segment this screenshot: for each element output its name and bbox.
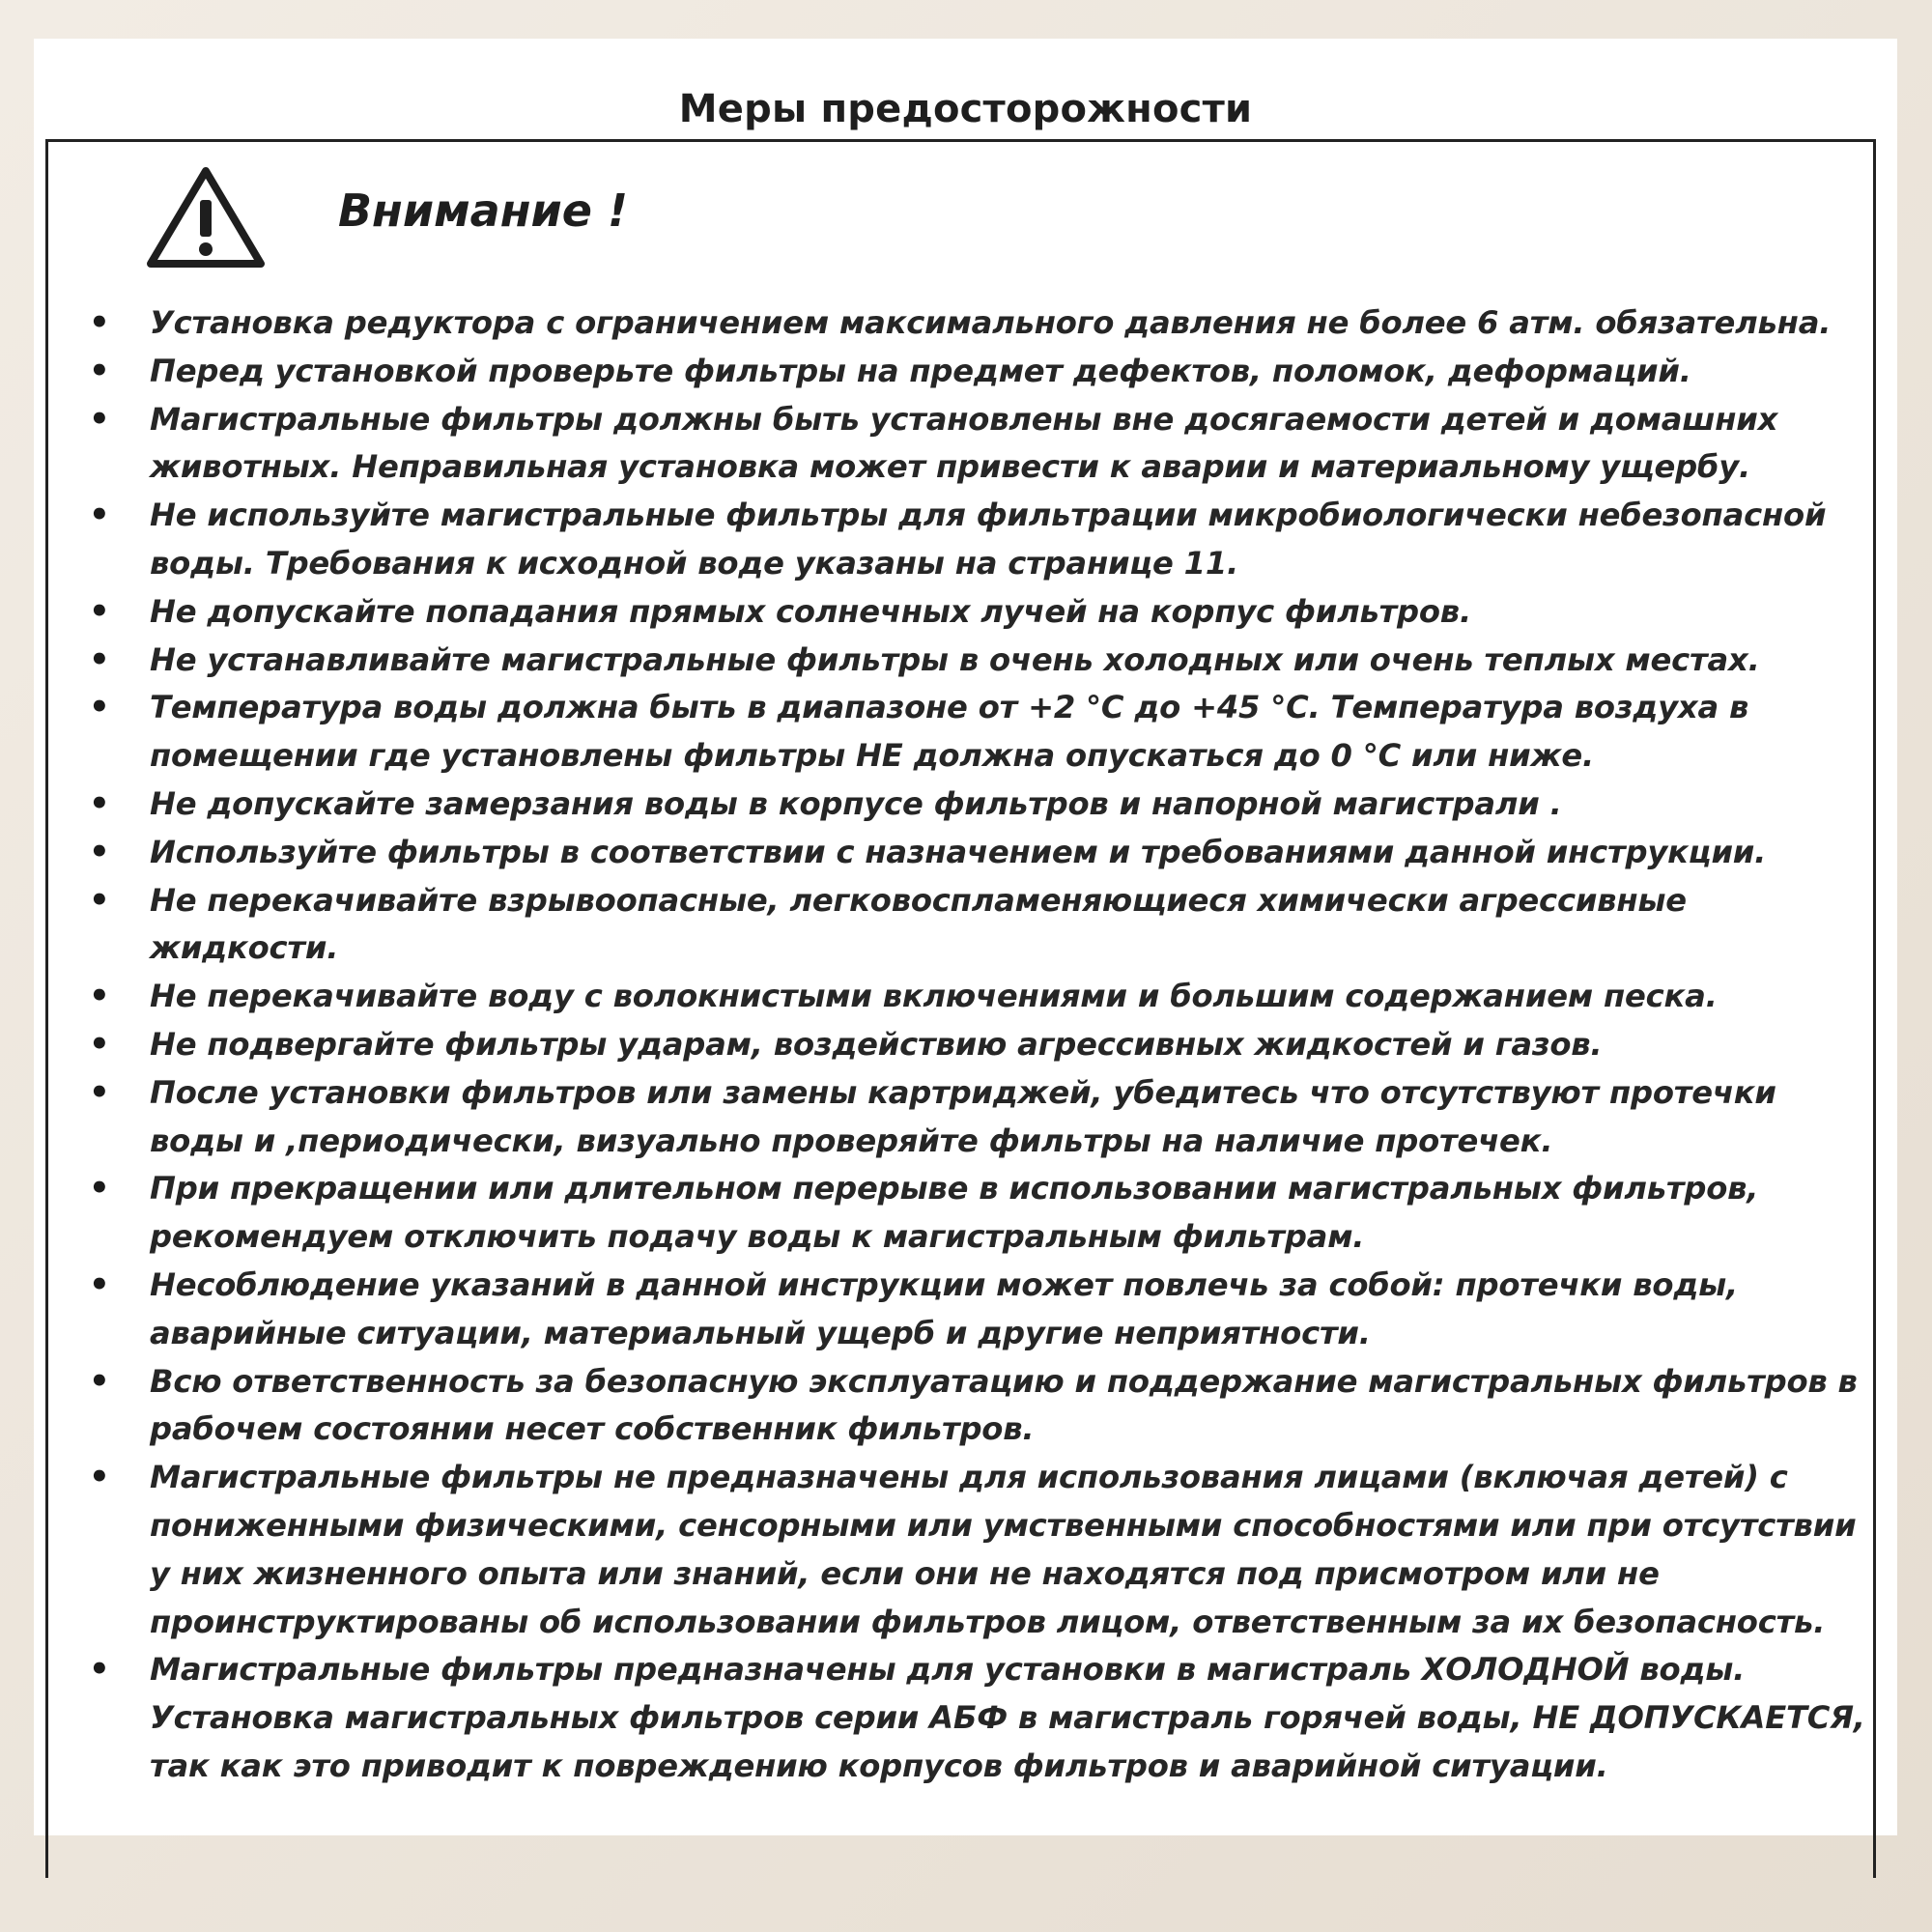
list-item-text: Не используйте магистральные фильтры для фильтрации микробиологически небезопасной воды. Требования к исходной воде указаны на странице 11. bbox=[150, 497, 1827, 582]
list-item-text: Не устанавливайте магистральные фильтры в очень холодных или очень теплых местах. bbox=[150, 640, 1760, 678]
bullet-icon: • bbox=[89, 688, 110, 727]
list-item-text: Температура воды должна быть в диапазоне от +2 °С до +45 °С. Температура воздуха в помещении где установлены фильтры НЕ должна опускаться до 0 °С или ниже. bbox=[150, 689, 1749, 775]
bullet-icon: • bbox=[89, 399, 110, 439]
list-item bbox=[77, 1021, 1874, 1069]
list-item bbox=[77, 829, 1874, 877]
list-item-text: Установка редуктора с ограничением максимального давления не более 6 атм. обязательна. bbox=[150, 304, 1832, 341]
warning-title: Внимание ! bbox=[338, 185, 628, 237]
list-item bbox=[77, 1262, 1874, 1358]
bullet-icon: • bbox=[89, 1264, 110, 1304]
bullet-icon: • bbox=[89, 303, 110, 342]
bullet-icon: • bbox=[89, 1650, 110, 1690]
precautions-list bbox=[77, 299, 1874, 1791]
bullet-icon: • bbox=[89, 639, 110, 679]
list-item-text: Не допускайте попадания прямых солнечных лучей на корпус фильтров. bbox=[150, 592, 1472, 630]
list-item bbox=[77, 299, 1874, 348]
bullet-icon: • bbox=[89, 977, 110, 1016]
list-item bbox=[77, 781, 1874, 829]
list-item bbox=[77, 396, 1874, 493]
bullet-icon: • bbox=[89, 351, 110, 390]
warning-triangle-icon bbox=[145, 163, 267, 270]
warning-frame bbox=[45, 139, 1876, 1878]
bullet-icon: • bbox=[89, 1458, 110, 1497]
page-title: Меры предосторожности bbox=[678, 87, 1253, 131]
list-item-text: Несоблюдение указаний в данной инструкции может повлечь за собой: протечки воды, аварийные ситуации, материальный ущерб и другие неприятности. bbox=[150, 1265, 1739, 1351]
bullet-icon: • bbox=[89, 783, 110, 823]
list-item bbox=[77, 1646, 1874, 1790]
list-item bbox=[77, 684, 1874, 781]
list-item bbox=[77, 1454, 1874, 1646]
bullet-icon: • bbox=[89, 1024, 110, 1064]
list-item-text: Не подвергайте фильтры ударам, воздействию агрессивных жидкостей и газов. bbox=[150, 1025, 1603, 1063]
instruction-sheet bbox=[34, 39, 1897, 1835]
list-item-text: После установки фильтров или замены картриджей, убедитесь что отсутствуют протечки воды и ,периодически, визуально проверяйте фильтры на наличие протечек. bbox=[150, 1073, 1776, 1159]
list-item-text: Всю ответственность за безопасную эксплуатацию и поддержание магистральных фильтров в рабочем состоянии несет собственник фильтров. bbox=[150, 1362, 1858, 1448]
list-item-text: Не перекачивайте воду с волокнистыми включениями и большим содержанием песка. bbox=[150, 978, 1718, 1015]
list-item-text: Перед установкой проверьте фильтры на предмет дефектов, поломок, деформаций. bbox=[150, 352, 1691, 389]
list-item bbox=[77, 588, 1874, 637]
list-item-text: Не перекачивайте взрывоопасные, легковоспламеняющиеся химически агрессивные жидкости. bbox=[150, 881, 1687, 967]
list-item-text: Используйте фильтры в соответствии с назначением и требованиями данной инструкции. bbox=[150, 833, 1767, 870]
bullet-icon: • bbox=[89, 496, 110, 535]
list-item bbox=[77, 1358, 1874, 1455]
list-item bbox=[77, 973, 1874, 1021]
list-item bbox=[77, 492, 1874, 588]
list-item-text: При прекращении или длительном перерыве в использовании магистральных фильтров, рекомендуем отключить подачу воды к магистральным фильтрам. bbox=[150, 1170, 1759, 1256]
bullet-icon: • bbox=[89, 832, 110, 871]
list-item-text: Магистральные фильтры предназначены для установки в магистраль ХОЛОДНОЙ воды. Установка магистральных фильтров серии АБФ в магистраль горячей воды, НЕ ДОПУСКАЕТСЯ, так как это приводит к повреждению корпусов фильтров и аварийной ситуации. bbox=[150, 1651, 1865, 1784]
list-item bbox=[77, 1069, 1874, 1166]
list-item-text: Магистральные фильтры должны быть установлены вне досягаемости детей и домашних животных. Неправильная установка может привести к аварии и материальному ущербу. bbox=[150, 400, 1778, 486]
list-item bbox=[77, 877, 1874, 974]
bullet-icon: • bbox=[89, 1361, 110, 1401]
list-item bbox=[77, 637, 1874, 685]
list-item bbox=[77, 1165, 1874, 1262]
bullet-icon: • bbox=[89, 1169, 110, 1208]
list-item-text: Не допускайте замерзания воды в корпусе фильтров и напорной магистрали . bbox=[150, 784, 1562, 822]
bullet-icon: • bbox=[89, 591, 110, 631]
list-item bbox=[77, 348, 1874, 396]
bullet-icon: • bbox=[89, 880, 110, 920]
list-item-text: Магистральные фильтры не предназначены для использования лицами (включая детей) с пониженными физическими, сенсорными или умственными способностями или при отсутствии у них жизненного опыта или знаний, если они не находятся под присмотром или не проинструктированы об использовании фильтров лицом, ответственным за их безопасность. bbox=[150, 1459, 1857, 1640]
bullet-icon: • bbox=[89, 1072, 110, 1112]
